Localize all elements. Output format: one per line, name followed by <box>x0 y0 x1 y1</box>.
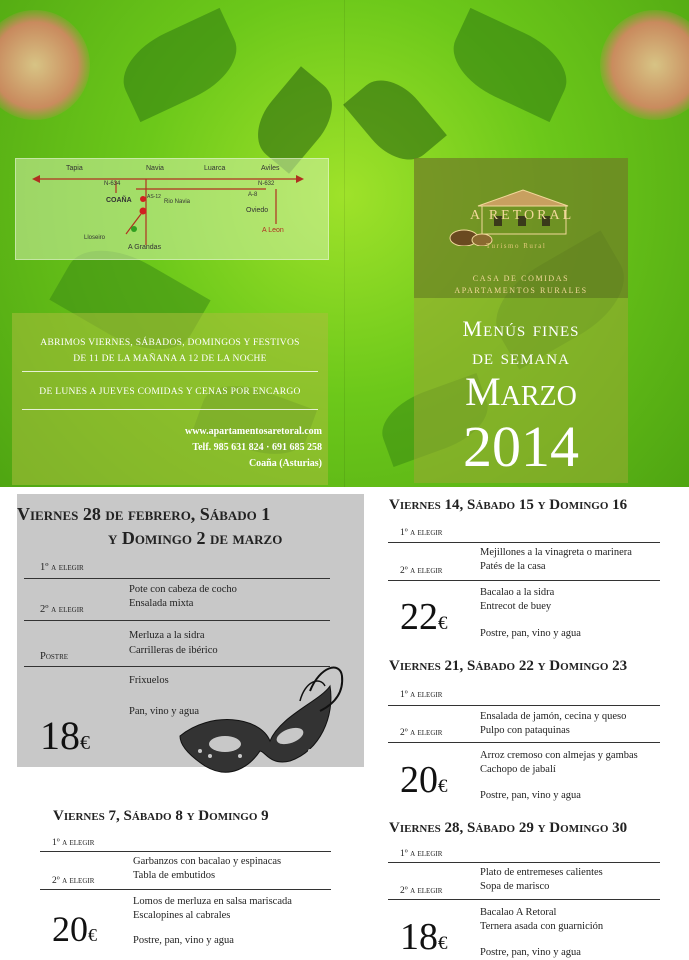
opening-days: ABRIMOS VIERNES, SÁBADOS, DOMINGOS Y FESTIVOS <box>40 338 300 348</box>
menu-title: Viernes 21, Sábado 22 y Domingo 23 <box>389 658 628 674</box>
dish: Patés de la casa <box>480 561 546 572</box>
location: Coaña (Asturias) <box>248 458 322 469</box>
dish: Pulpo con pataquinas <box>480 725 570 736</box>
price-value: 20 <box>52 909 88 949</box>
brand-apartments: APARTAMENTOS RURALES <box>454 286 588 295</box>
currency: € <box>88 925 97 945</box>
dish: Mejillones a la vinagreta o marinera <box>480 547 632 558</box>
year-title: 2014 <box>463 414 579 479</box>
map-label: COAÑA <box>106 197 132 204</box>
first-course-label: 1º a elegir <box>400 690 443 700</box>
map-road-label: N-634 <box>104 181 121 187</box>
logo-area <box>414 158 628 298</box>
opening-info <box>12 313 328 485</box>
brand-box <box>414 158 628 483</box>
menu-title: Viernes 14, Sábado 15 y Domingo 16 <box>389 497 628 513</box>
dish: Garbanzos con bacalao y espinacas <box>133 856 282 867</box>
first-course-label: 1º a elegir <box>40 562 84 573</box>
dish: Ensalada de jamón, cecina y queso <box>480 711 627 722</box>
currency: € <box>80 732 90 754</box>
dish: Ternera asada con guarnición <box>480 921 604 932</box>
divider <box>388 542 660 543</box>
divider <box>40 889 331 890</box>
menu-price <box>40 712 90 759</box>
map-label: A Leon <box>262 227 284 234</box>
extras: Postre, pan, vino y agua <box>480 947 581 958</box>
phone-numbers: Telf. 985 631 824 · 691 685 258 <box>192 442 322 453</box>
price-value: 18 <box>40 713 80 758</box>
location-map <box>15 158 329 260</box>
fold-line <box>344 0 345 487</box>
dish: Cachopo de jabalí <box>480 764 556 775</box>
menu-price <box>52 908 97 950</box>
dish: Carrilleras de ibérico <box>129 645 218 656</box>
leaf-decoration <box>441 8 579 122</box>
flower-decoration <box>600 10 689 120</box>
second-course-label: 2º a elegir <box>40 604 84 615</box>
map-label: Luarca <box>204 165 226 172</box>
divider <box>388 705 660 706</box>
dish: Bacalao A Retoral <box>480 907 557 918</box>
currency: € <box>438 613 448 634</box>
carnival-mask-icon <box>170 656 350 786</box>
second-course-label: 2º a elegir <box>400 566 443 576</box>
map-label: Lloseiro <box>84 235 106 241</box>
menu-title: Viernes 28 de febrero, Sábado 1 <box>17 504 271 524</box>
leaf-decoration <box>111 8 249 122</box>
brand-subtitle: Turismo Rural <box>486 242 547 250</box>
extras: Postre, pan, vino y agua <box>133 935 234 946</box>
dish: Plato de entremeses calientes <box>480 867 603 878</box>
dish: Pote con cabeza de cocho <box>129 584 237 595</box>
brand-name: A RETORAL <box>470 208 575 223</box>
dish: Lomos de merluza en salsa mariscada <box>133 896 292 907</box>
map-road-label: AS-12 <box>147 194 161 200</box>
currency: € <box>438 776 448 797</box>
map-label: Oviedo <box>246 207 269 214</box>
first-course-label: 1º a elegir <box>52 838 95 848</box>
second-course-label: 2º a elegir <box>400 886 443 896</box>
dish: Escalopines al cabrales <box>133 910 231 921</box>
dish: Frixuelos <box>129 675 169 686</box>
extras: Postre, pan, vino y agua <box>480 790 581 801</box>
dish: Bacalao a la sidra <box>480 587 555 598</box>
divider <box>388 742 660 743</box>
divider <box>24 620 330 621</box>
extras: Pan, vino y agua <box>129 706 199 717</box>
divider <box>388 580 660 581</box>
opening-hours: DE 11 DE LA MAÑANA A 12 DE LA NOCHE <box>73 354 267 364</box>
dish: Merluza a la sidra <box>129 630 205 641</box>
divider <box>22 371 318 372</box>
dish: Arroz cremoso con almejas y gambas <box>480 750 638 761</box>
map-label: Tapia <box>66 165 83 172</box>
menu-price <box>400 595 448 639</box>
menu-price <box>400 758 448 802</box>
price-value: 18 <box>400 916 438 958</box>
map-label: Navia <box>146 165 164 172</box>
dish: Tabla de embutidos <box>133 870 216 881</box>
map-road-label: A-8 <box>248 192 258 198</box>
menu-title: Viernes 7, Sábado 8 y Domingo 9 <box>53 808 269 824</box>
map-roads <box>16 159 328 259</box>
map-label: Rio Navia <box>164 199 191 205</box>
extras: Postre, pan, vino y agua <box>480 628 581 639</box>
first-course-label: 1º a elegir <box>400 528 443 538</box>
weekday-note: DE LUNES A JUEVES COMIDAS Y CENAS POR ENCARGO <box>39 387 301 397</box>
menu-price <box>400 915 448 959</box>
menus-subtitle: de semana <box>472 344 570 369</box>
website-link[interactable]: www.apartamentosaretoral.com <box>184 426 322 437</box>
brand-casa: CASA DE COMIDAS <box>472 274 570 283</box>
flower-decoration <box>0 10 90 120</box>
dish: Ensalada mixta <box>129 598 194 609</box>
month-title: Marzo <box>465 369 577 414</box>
price-value: 22 <box>400 596 438 638</box>
first-course-label: 1º a elegir <box>400 849 443 859</box>
menus-title: Menús fines <box>462 316 580 341</box>
divider <box>24 578 330 579</box>
divider <box>388 862 660 863</box>
map-label: A Grandas <box>128 244 162 251</box>
menu-title: y Domingo 2 de marzo <box>108 528 283 548</box>
dessert-label: Postre <box>40 651 69 662</box>
divider <box>40 851 331 852</box>
second-course-label: 2º a elegir <box>52 876 95 886</box>
dish: Sopa de marisco <box>480 881 550 892</box>
map-road-label: N-632 <box>258 181 275 187</box>
menu-title: Viernes 28, Sábado 29 y Domingo 30 <box>389 820 628 836</box>
map-label: Aviles <box>261 165 280 172</box>
divider <box>22 409 318 410</box>
second-course-label: 2º a elegir <box>400 728 443 738</box>
price-value: 20 <box>400 759 438 801</box>
currency: € <box>438 933 448 954</box>
divider <box>388 899 660 900</box>
dish: Entrecot de buey <box>480 601 552 612</box>
